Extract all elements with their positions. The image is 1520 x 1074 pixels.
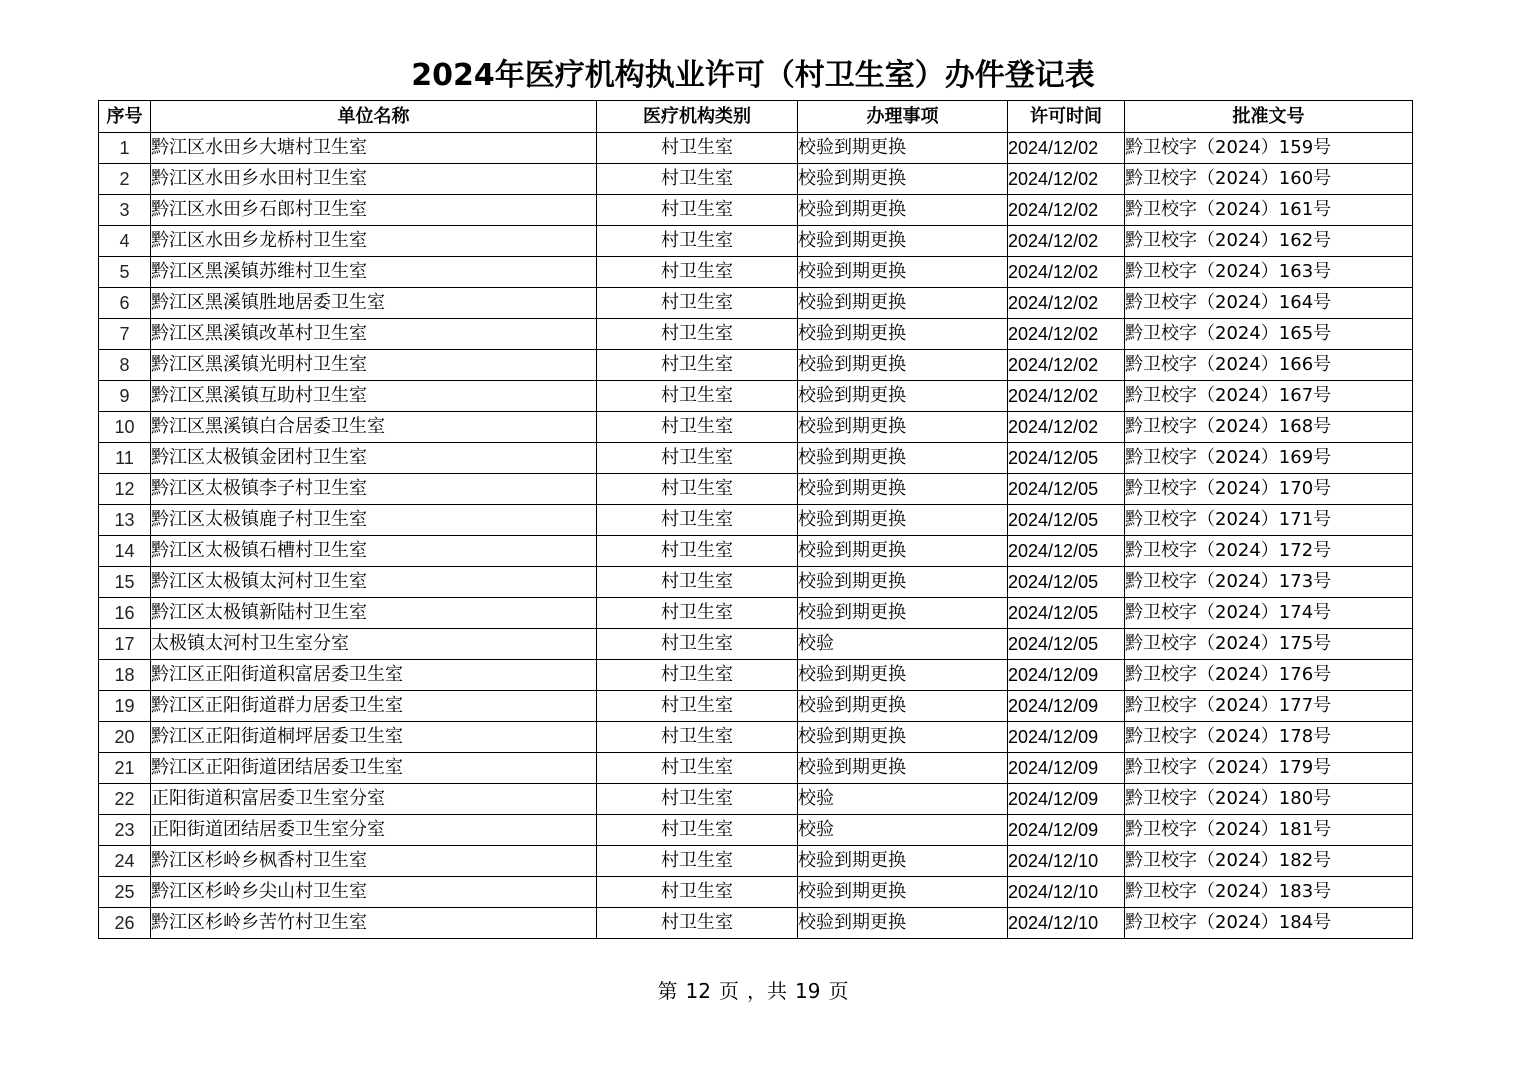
cell-seq: 13 — [99, 505, 151, 536]
cell-item: 校验 — [798, 815, 1008, 846]
cell-approval-no: 黔卫校字（2024）164号 — [1125, 288, 1413, 319]
cell-date: 2024/12/05 — [1008, 536, 1125, 567]
cell-item: 校验到期更换 — [798, 319, 1008, 350]
cell-date: 2024/12/10 — [1008, 877, 1125, 908]
cell-date: 2024/12/02 — [1008, 195, 1125, 226]
table-row — [99, 691, 1413, 722]
cell-category: 村卫生室 — [597, 226, 798, 257]
cell-approval-no: 黔卫校字（2024）167号 — [1125, 381, 1413, 412]
cell-date: 2024/12/10 — [1008, 846, 1125, 877]
cell-item: 校验到期更换 — [798, 195, 1008, 226]
table-row — [99, 381, 1413, 412]
cell-category: 村卫生室 — [597, 753, 798, 784]
cell-approval-no: 黔卫校字（2024）179号 — [1125, 753, 1413, 784]
cell-date: 2024/12/02 — [1008, 319, 1125, 350]
footer-page-unit: 页 — [719, 979, 739, 1003]
cell-date: 2024/12/09 — [1008, 722, 1125, 753]
cell-date: 2024/12/09 — [1008, 753, 1125, 784]
cell-unit-name: 黔江区水田乡水田村卫生室 — [151, 164, 597, 195]
cell-seq: 4 — [99, 226, 151, 257]
table-row — [99, 660, 1413, 691]
table-row — [99, 753, 1413, 784]
cell-category: 村卫生室 — [597, 598, 798, 629]
table-row — [99, 908, 1413, 939]
cell-unit-name: 黔江区黑溪镇改革村卫生室 — [151, 319, 597, 350]
cell-approval-no: 黔卫校字（2024）159号 — [1125, 133, 1413, 164]
cell-seq: 9 — [99, 381, 151, 412]
table-row — [99, 877, 1413, 908]
cell-approval-no: 黔卫校字（2024）176号 — [1125, 660, 1413, 691]
cell-item: 校验到期更换 — [798, 257, 1008, 288]
cell-item: 校验到期更换 — [798, 474, 1008, 505]
cell-seq: 15 — [99, 567, 151, 598]
registration-table — [98, 100, 1413, 939]
cell-date: 2024/12/05 — [1008, 567, 1125, 598]
table-row — [99, 412, 1413, 443]
cell-item: 校验到期更换 — [798, 381, 1008, 412]
cell-unit-name: 黔江区黑溪镇胜地居委卫生室 — [151, 288, 597, 319]
cell-unit-name: 正阳街道积富居委卫生室分室 — [151, 784, 597, 815]
cell-item: 校验到期更换 — [798, 443, 1008, 474]
cell-unit-name: 黔江区杉岭乡枫香村卫生室 — [151, 846, 597, 877]
cell-item: 校验到期更换 — [798, 877, 1008, 908]
cell-category: 村卫生室 — [597, 319, 798, 350]
cell-date: 2024/12/09 — [1008, 660, 1125, 691]
cell-approval-no: 黔卫校字（2024）177号 — [1125, 691, 1413, 722]
cell-seq: 26 — [99, 908, 151, 939]
table-header-row — [99, 101, 1413, 133]
footer-total-unit: 页 — [828, 979, 849, 1003]
cell-approval-no: 黔卫校字（2024）169号 — [1125, 443, 1413, 474]
cell-date: 2024/12/02 — [1008, 226, 1125, 257]
table-row — [99, 133, 1413, 164]
table-row — [99, 784, 1413, 815]
cell-category: 村卫生室 — [597, 629, 798, 660]
footer-total-pages: 19 — [795, 979, 821, 1003]
cell-date: 2024/12/05 — [1008, 598, 1125, 629]
cell-seq: 21 — [99, 753, 151, 784]
cell-unit-name: 黔江区黑溪镇光明村卫生室 — [151, 350, 597, 381]
cell-unit-name: 黔江区黑溪镇互助村卫生室 — [151, 381, 597, 412]
cell-item: 校验到期更换 — [798, 567, 1008, 598]
cell-item: 校验 — [798, 629, 1008, 660]
document-title: 2024年医疗机构执业许可（村卫生室）办件登记表 — [411, 58, 1095, 93]
cell-seq: 19 — [99, 691, 151, 722]
cell-category: 村卫生室 — [597, 195, 798, 226]
cell-category: 村卫生室 — [597, 784, 798, 815]
cell-date: 2024/12/05 — [1008, 629, 1125, 660]
cell-unit-name: 黔江区水田乡大塘村卫生室 — [151, 133, 597, 164]
cell-unit-name: 黔江区太极镇李子村卫生室 — [151, 474, 597, 505]
cell-approval-no: 黔卫校字（2024）166号 — [1125, 350, 1413, 381]
cell-unit-name: 黔江区杉岭乡尖山村卫生室 — [151, 877, 597, 908]
cell-unit-name: 黔江区太极镇石槽村卫生室 — [151, 536, 597, 567]
cell-unit-name: 黔江区太极镇新陆村卫生室 — [151, 598, 597, 629]
cell-category: 村卫生室 — [597, 474, 798, 505]
cell-seq: 5 — [99, 257, 151, 288]
cell-seq: 16 — [99, 598, 151, 629]
cell-item: 校验到期更换 — [798, 536, 1008, 567]
cell-unit-name: 黔江区正阳街道积富居委卫生室 — [151, 660, 597, 691]
cell-approval-no: 黔卫校字（2024）180号 — [1125, 784, 1413, 815]
column-header-seq: 序号 — [99, 101, 151, 133]
cell-category: 村卫生室 — [597, 877, 798, 908]
cell-date: 2024/12/02 — [1008, 288, 1125, 319]
cell-approval-no: 黔卫校字（2024）172号 — [1125, 536, 1413, 567]
cell-unit-name: 正阳街道团结居委卫生室分室 — [151, 815, 597, 846]
cell-seq: 3 — [99, 195, 151, 226]
cell-category: 村卫生室 — [597, 350, 798, 381]
cell-unit-name: 黔江区太极镇鹿子村卫生室 — [151, 505, 597, 536]
cell-category: 村卫生室 — [597, 567, 798, 598]
cell-date: 2024/12/05 — [1008, 474, 1125, 505]
cell-item: 校验到期更换 — [798, 133, 1008, 164]
footer-page-number: 12 — [685, 979, 711, 1003]
table-row — [99, 474, 1413, 505]
cell-date: 2024/12/02 — [1008, 412, 1125, 443]
cell-category: 村卫生室 — [597, 164, 798, 195]
column-header-date: 许可时间 — [1008, 101, 1125, 133]
cell-approval-no: 黔卫校字（2024）178号 — [1125, 722, 1413, 753]
cell-item: 校验到期更换 — [798, 846, 1008, 877]
cell-approval-no: 黔卫校字（2024）184号 — [1125, 908, 1413, 939]
cell-seq: 10 — [99, 412, 151, 443]
cell-category: 村卫生室 — [597, 288, 798, 319]
table-row — [99, 195, 1413, 226]
cell-date: 2024/12/02 — [1008, 350, 1125, 381]
cell-item: 校验到期更换 — [798, 164, 1008, 195]
cell-unit-name: 黔江区太极镇金团村卫生室 — [151, 443, 597, 474]
cell-unit-name: 黔江区黑溪镇白合居委卫生室 — [151, 412, 597, 443]
cell-approval-no: 黔卫校字（2024）173号 — [1125, 567, 1413, 598]
table-row — [99, 226, 1413, 257]
cell-item: 校验到期更换 — [798, 412, 1008, 443]
cell-seq: 12 — [99, 474, 151, 505]
column-header-item: 办理事项 — [798, 101, 1008, 133]
cell-seq: 14 — [99, 536, 151, 567]
cell-unit-name: 黔江区正阳街道桐坪居委卫生室 — [151, 722, 597, 753]
table-row — [99, 722, 1413, 753]
table-row — [99, 846, 1413, 877]
cell-seq: 24 — [99, 846, 151, 877]
cell-category: 村卫生室 — [597, 412, 798, 443]
cell-category: 村卫生室 — [597, 536, 798, 567]
table-row — [99, 505, 1413, 536]
cell-seq: 25 — [99, 877, 151, 908]
cell-unit-name: 太极镇太河村卫生室分室 — [151, 629, 597, 660]
cell-approval-no: 黔卫校字（2024）163号 — [1125, 257, 1413, 288]
table-row — [99, 257, 1413, 288]
cell-unit-name: 黔江区黑溪镇苏维村卫生室 — [151, 257, 597, 288]
cell-category: 村卫生室 — [597, 660, 798, 691]
table-body — [99, 133, 1413, 939]
cell-category: 村卫生室 — [597, 908, 798, 939]
table-row — [99, 164, 1413, 195]
column-header-name: 单位名称 — [151, 101, 597, 133]
cell-date: 2024/12/02 — [1008, 381, 1125, 412]
table-row — [99, 815, 1413, 846]
table-row — [99, 288, 1413, 319]
column-header-category: 医疗机构类别 — [597, 101, 798, 133]
footer-prefix: 第 — [657, 979, 678, 1003]
cell-unit-name: 黔江区正阳街道群力居委卫生室 — [151, 691, 597, 722]
cell-date: 2024/12/05 — [1008, 443, 1125, 474]
cell-seq: 8 — [99, 350, 151, 381]
column-header-doc: 批准文号 — [1125, 101, 1413, 133]
cell-seq: 2 — [99, 164, 151, 195]
cell-approval-no: 黔卫校字（2024）165号 — [1125, 319, 1413, 350]
cell-item: 校验 — [798, 784, 1008, 815]
cell-category: 村卫生室 — [597, 257, 798, 288]
cell-item: 校验到期更换 — [798, 908, 1008, 939]
cell-category: 村卫生室 — [597, 443, 798, 474]
cell-approval-no: 黔卫校字（2024）170号 — [1125, 474, 1413, 505]
cell-seq: 18 — [99, 660, 151, 691]
cell-approval-no: 黔卫校字（2024）175号 — [1125, 629, 1413, 660]
cell-item: 校验到期更换 — [798, 350, 1008, 381]
table-row — [99, 598, 1413, 629]
cell-category: 村卫生室 — [597, 381, 798, 412]
cell-date: 2024/12/09 — [1008, 815, 1125, 846]
table-row — [99, 567, 1413, 598]
cell-approval-no: 黔卫校字（2024）162号 — [1125, 226, 1413, 257]
cell-item: 校验到期更换 — [798, 226, 1008, 257]
cell-seq: 11 — [99, 443, 151, 474]
cell-approval-no: 黔卫校字（2024）171号 — [1125, 505, 1413, 536]
cell-item: 校验到期更换 — [798, 505, 1008, 536]
cell-category: 村卫生室 — [597, 691, 798, 722]
cell-category: 村卫生室 — [597, 505, 798, 536]
cell-approval-no: 黔卫校字（2024）168号 — [1125, 412, 1413, 443]
cell-date: 2024/12/10 — [1008, 908, 1125, 939]
cell-unit-name: 黔江区水田乡龙桥村卫生室 — [151, 226, 597, 257]
table-row — [99, 350, 1413, 381]
cell-date: 2024/12/09 — [1008, 691, 1125, 722]
cell-date: 2024/12/02 — [1008, 133, 1125, 164]
cell-approval-no: 黔卫校字（2024）160号 — [1125, 164, 1413, 195]
cell-date: 2024/12/02 — [1008, 164, 1125, 195]
cell-unit-name: 黔江区太极镇太河村卫生室 — [151, 567, 597, 598]
table-row — [99, 536, 1413, 567]
cell-approval-no: 黔卫校字（2024）182号 — [1125, 846, 1413, 877]
cell-item: 校验到期更换 — [798, 691, 1008, 722]
cell-category: 村卫生室 — [597, 846, 798, 877]
cell-item: 校验到期更换 — [798, 722, 1008, 753]
cell-seq: 1 — [99, 133, 151, 164]
cell-seq: 6 — [99, 288, 151, 319]
table-row — [99, 443, 1413, 474]
cell-category: 村卫生室 — [597, 815, 798, 846]
cell-unit-name: 黔江区水田乡石郎村卫生室 — [151, 195, 597, 226]
cell-approval-no: 黔卫校字（2024）161号 — [1125, 195, 1413, 226]
cell-seq: 17 — [99, 629, 151, 660]
cell-category: 村卫生室 — [597, 133, 798, 164]
table-row — [99, 319, 1413, 350]
table-row — [99, 629, 1413, 660]
cell-unit-name: 黔江区正阳街道团结居委卫生室 — [151, 753, 597, 784]
cell-unit-name: 黔江区杉岭乡苦竹村卫生室 — [151, 908, 597, 939]
cell-seq: 22 — [99, 784, 151, 815]
cell-category: 村卫生室 — [597, 722, 798, 753]
cell-item: 校验到期更换 — [798, 660, 1008, 691]
cell-approval-no: 黔卫校字（2024）181号 — [1125, 815, 1413, 846]
cell-item: 校验到期更换 — [798, 598, 1008, 629]
cell-date: 2024/12/02 — [1008, 257, 1125, 288]
cell-approval-no: 黔卫校字（2024）183号 — [1125, 877, 1413, 908]
cell-item: 校验到期更换 — [798, 753, 1008, 784]
cell-date: 2024/12/09 — [1008, 784, 1125, 815]
cell-seq: 23 — [99, 815, 151, 846]
footer-separator: ，共 — [747, 979, 787, 1003]
cell-seq: 20 — [99, 722, 151, 753]
cell-date: 2024/12/05 — [1008, 505, 1125, 536]
page-footer — [0, 977, 1506, 1005]
cell-item: 校验到期更换 — [798, 288, 1008, 319]
cell-approval-no: 黔卫校字（2024）174号 — [1125, 598, 1413, 629]
cell-seq: 7 — [99, 319, 151, 350]
